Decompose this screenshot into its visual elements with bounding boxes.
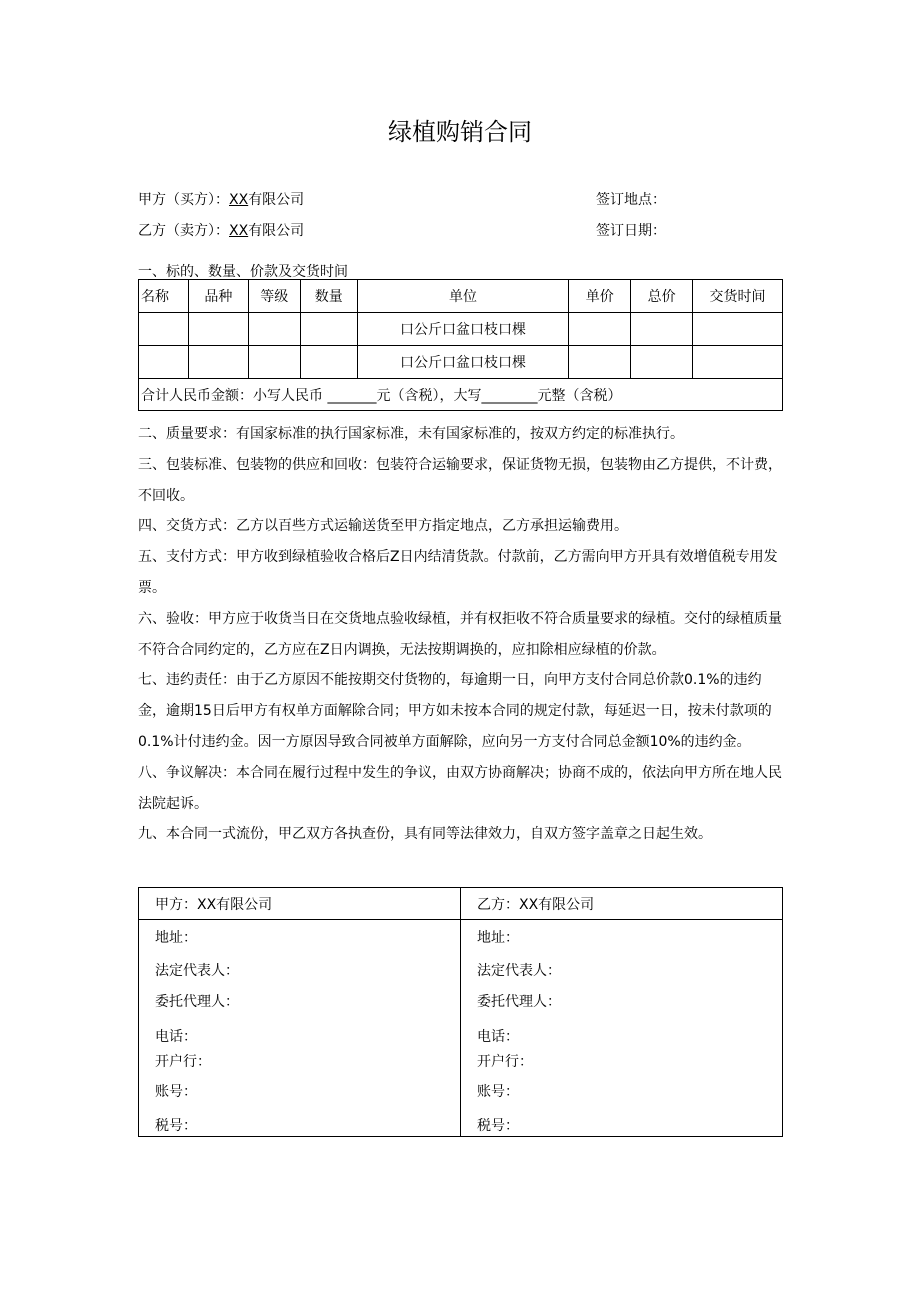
clause-packaging: 三、包装标准、包装物的供应和回收：包装符合运输要求，保证货物无损，包装物由乙方提供，不计费，不回收。 [138,456,782,504]
seller-suffix: 有限公司 [248,223,305,239]
buyer-name: XX [229,192,249,208]
goods-table [138,279,783,411]
address-field: 地址： [477,930,519,946]
seller-label: 乙方（卖方）： [138,223,229,239]
party-b-name: 乙方：XX有限公司 [461,888,783,920]
clause-liability: 七、违约责任：由于乙方原因不能按期交付货物的，每逾期一日，向甲方支付合同总价款0.1%的违约金，逾期15日后甲方有权单方面解除合同；甲方如未按本合同的规定付款，每延迟一日，按未付款项的0.1%计付违约金。因一方原因导致合同被单方面解除，应向另一方支付合同总金额10%的违约金。 [138,672,772,750]
address-field: 地址： [155,930,197,946]
sign-place: 签订地点： [596,192,666,208]
buyer-line [138,189,304,209]
buyer-label: 甲方（买方）： [138,192,229,208]
total-row [139,379,783,411]
signature-table [138,887,783,1137]
buyer-suffix: 有限公司 [248,192,305,208]
seller-line [138,220,304,240]
document-title: 绿植购销合同 [388,118,532,146]
bank-field: 开户行： [155,1054,211,1070]
tax-id-field: 税号： [155,1118,197,1134]
sign-date: 签订日期： [596,223,666,239]
account-field: 账号： [155,1084,197,1100]
header-cell: 总价 [631,280,693,313]
clauses [138,419,788,850]
party-a-details [139,920,461,1137]
legal-rep-field: 法定代表人： [155,963,239,979]
section1-title: 一、标的、数量、价款及交货时间 [138,264,348,280]
table-row [139,313,783,346]
unit-options: 口公斤口盆口枝口棵 [357,313,569,346]
unit-options: 口公斤口盆口枝口棵 [357,346,569,379]
clause-quality: 二、质量要求：有国家标准的执行国家标准，未有国家标准的，按双方约定的标准执行。 [138,426,684,442]
party-a-name: 甲方：XX有限公司 [139,888,461,920]
clause-copies: 九、本合同一式流份，甲乙双方各执查份，具有同等法律效力，自双方签字盖章之日起生效。 [138,826,712,843]
goods-header-row [139,280,783,313]
seller-name: XX [229,223,249,239]
account-field: 账号： [477,1084,519,1100]
clause-dispute: 八、争议解决：本合同在履行过程中发生的争议，由双方协商解决；协商不成的，依法向甲方所在地人民法院起诉。 [138,764,782,812]
table-row [139,346,783,379]
clause-payment: 五、支付方式：甲方收到绿植验收合格后Z日内结清货款。付款前，乙方需向甲方开具有效增值税专用发票。 [138,549,778,596]
header-cell: 数量 [300,280,357,313]
agent-field: 委托代理人： [155,994,239,1010]
clause-acceptance: 六、验收：甲方应于收货当日在交货地点验收绿植，并有权拒收不符合质量要求的绿植。交付的绿植质量不符合合同约定的，乙方应在Z日内调换，无法按期调换的，应扣除相应绿植的价款。 [138,610,782,658]
tax-id-field: 税号： [477,1118,519,1134]
header-cell: 品种 [188,280,248,313]
phone-field: 电话： [477,1029,519,1045]
party-b-details [461,920,783,1137]
header-cell: 名称 [139,280,189,313]
header-cell: 等级 [248,280,300,313]
header-cell: 单价 [569,280,631,313]
total-amount: 合计人民币金额：小写人民币 _______元（含税），大写________元整（含税） [139,379,783,411]
agent-field: 委托代理人： [477,994,561,1010]
legal-rep-field: 法定代表人： [477,963,561,979]
bank-field: 开户行： [477,1054,533,1070]
phone-field: 电话： [155,1029,197,1045]
header-cell: 单位 [357,280,569,313]
clause-delivery: 四、交货方式：乙方以百些方式运输送货至甲方指定地点，乙方承担运输费用。 [138,518,628,535]
header-cell: 交货时间 [693,280,783,313]
